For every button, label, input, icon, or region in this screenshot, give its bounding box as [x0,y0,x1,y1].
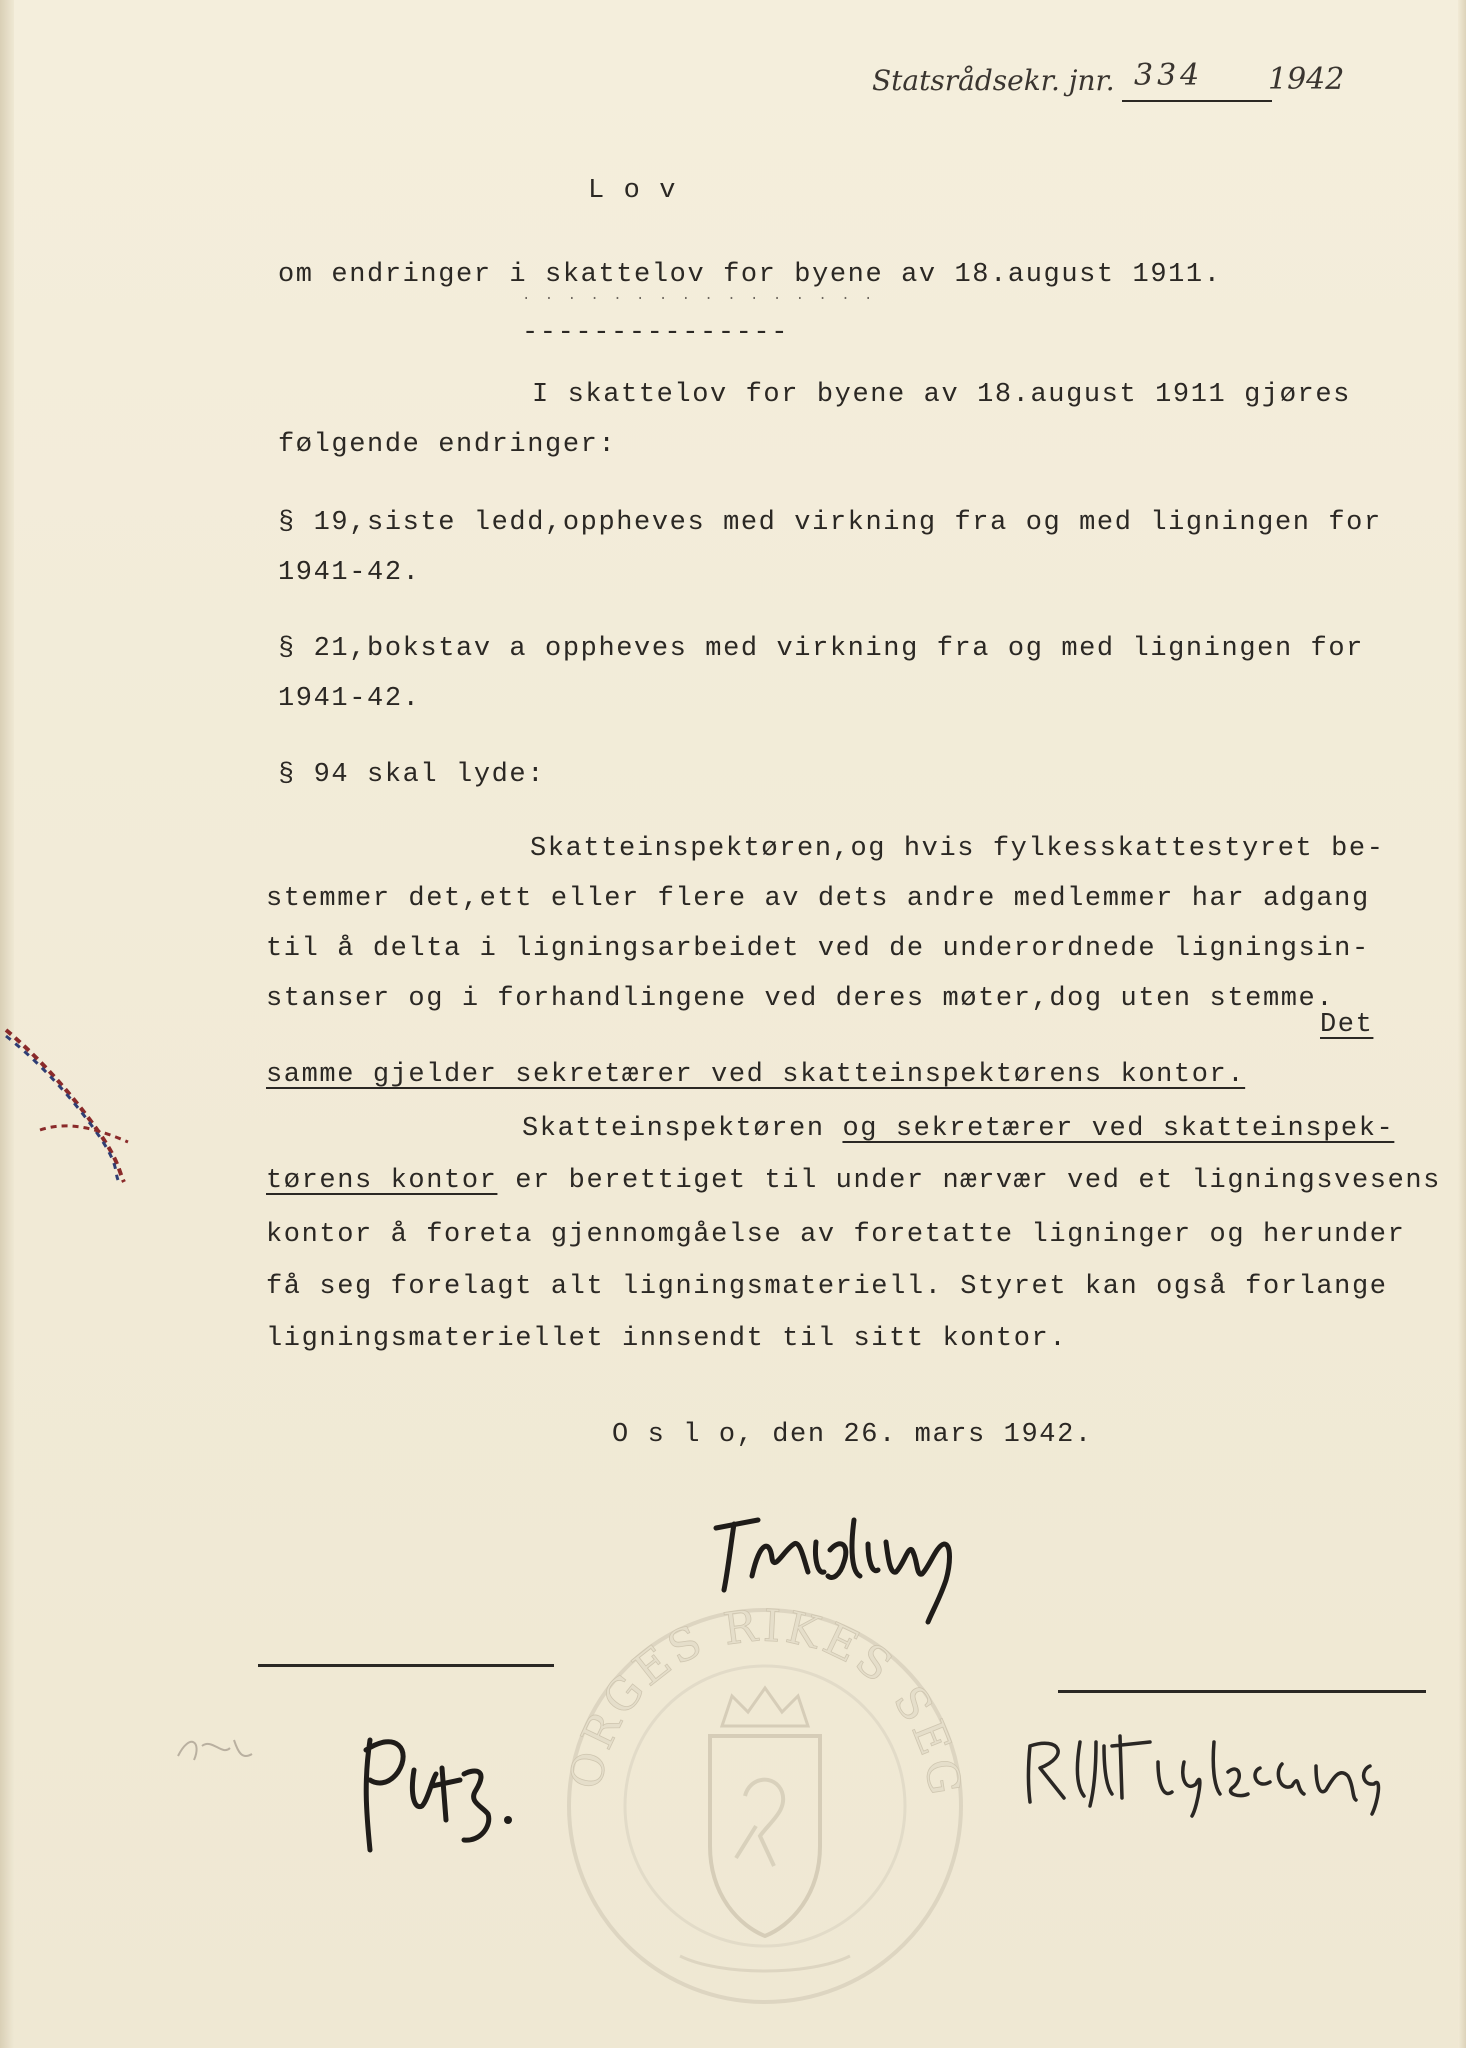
separator: --------------- [522,318,790,348]
para2-line-4: få seg forelagt alt ligningsmateriell. Styret kan også forlange [266,1272,1388,1302]
para1-line-3: til å delta i ligningsarbeidet ved de underordnede ligningsin- [266,934,1370,964]
sec19-line-1: § 19,siste ledd,oppheves med virkning fra og med ligningen for [278,508,1382,538]
sec21-line-1: § 21,bokstav a oppheves med virkning fra og med ligningen for [278,634,1364,664]
signature-rule-right [1058,1690,1426,1693]
para2-line-1 [522,1116,1394,1143]
intro-line-2: følgende endringer: [278,430,617,460]
intro-line-1: I skattelov for byene av 18.august 1911 gjøres [532,380,1351,410]
para2-l2-plain: er berettiget til under nærvær ved et ligningsvesens [497,1166,1441,1196]
sec94-intro: § 94 skal lyde: [278,760,546,790]
journal-number [872,56,1362,116]
para2-l1-under: og sekretærer ved skatteinspek- [842,1114,1395,1144]
para2-l1-plain: Skatteinspektøren [522,1114,843,1144]
journal-number-value: 334 [1134,58,1204,93]
seal-text: NORGES RIKES SEGL [538,1556,971,1803]
dotted-mark: · · · · · · · · · · · · · · · · [522,291,876,307]
para1-line-1: Skatteinspektøren,og hvis fylkesskattestyret be- [530,834,1385,864]
para1-underlined-b: samme gjelder sekretærer ved skatteinspektørens kontor. [266,1060,1246,1090]
document-title: L o v [588,176,678,206]
journal-year: 1942 [1268,62,1345,97]
journal-rule [1122,100,1272,102]
signature-right [1000,1706,1460,1816]
para1-line-4: stanser og i forhandlingene ved deres møter,dog uten stemme. [266,984,1335,1014]
para2-line-5: ligningsmateriellet innsendt til sitt kontor. [266,1324,1068,1354]
signature-rule-left [258,1664,554,1667]
pencil-mark [172,1726,262,1776]
document-subtitle: om endringer i skattelov for byene av 18.august 1911. [278,260,1222,290]
para2-line-2 [266,1168,1441,1195]
para1-underlined-a: Det [1320,1010,1374,1040]
sec21-line-2: 1941-42. [278,684,421,714]
para2-line-3: kontor å foreta gjennomgåelse av foretatte ligninger og herunder [266,1220,1406,1250]
signature-left [336,1710,526,1860]
para2-l2-under: tørens kontor [266,1166,498,1196]
binding-string [0,1010,140,1190]
royal-seal [538,1556,971,2016]
journal-label: Statsrådsekr. jnr. [872,64,1115,97]
dateline: O s l o, den 26. mars 1942. [612,1420,1093,1450]
sec19-line-2: 1941-42. [278,558,421,588]
para1-line-2: stemmer det,ett eller flere av dets andre medlemmer har adgang [266,884,1370,914]
